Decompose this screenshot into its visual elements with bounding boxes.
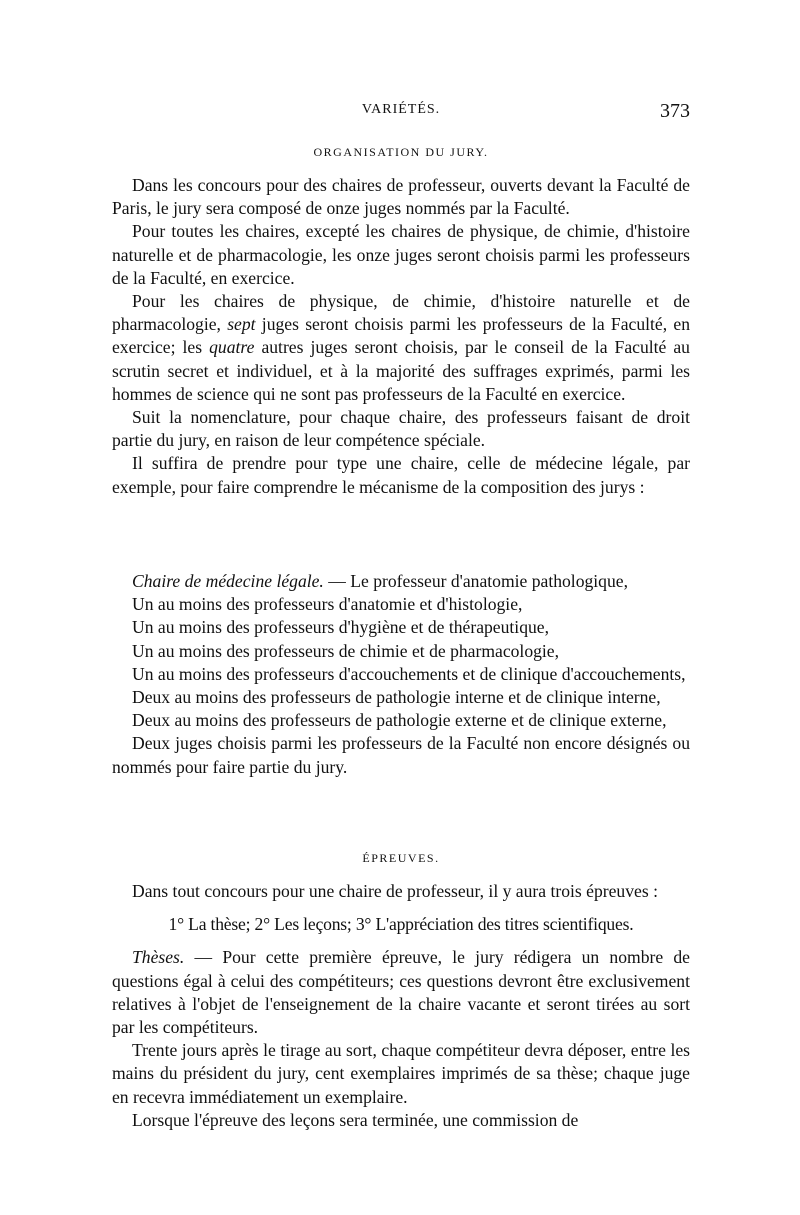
list-item: Deux juges choisis parmi les professeurs de la Faculté non encore désignés ou nommés pour faire partie du jury.: [112, 733, 690, 777]
section-organisation: [112, 145, 690, 160]
theses-label: Thèses.: [132, 947, 185, 968]
p3-before: Pour les chaires de physique, de chimie, d'histoire naturelle et de pharmacologie,: [112, 291, 690, 335]
running-title: VARIÉTÉS.: [361, 102, 441, 117]
paragraph-jury-composition: Dans les concours pour des chaires de professeur, ouverts devant la Faculté de Paris, le jury sera composé de onze juges nommés par la Faculté.: [112, 175, 690, 219]
chaire-list: [112, 570, 690, 779]
p3-after: autres juges seront choisis, par le conseil de la Faculté au scrutin secret et individuel, et à la majorité des suffrages exprimés, parmi les hommes de science qui ne sont pas professeurs de la Faculté en exercice.: [112, 337, 690, 404]
list-item: Un au moins des professeurs d'hygiène et de thérapeutique,: [132, 617, 549, 638]
list-item: Deux au moins des professeurs de pathologie externe et de clinique externe,: [132, 710, 667, 731]
paragraph-onze-juges: Pour toutes les chaires, excepté les chaires de physique, de chimie, d'histoire naturelle et de pharmacologie, les onze juges seront choisis parmi les professeurs de la Faculté, en exercice.: [112, 221, 690, 288]
paragraph-theses: [112, 946, 690, 1039]
epreuves-body: [112, 880, 690, 1132]
list-item: Un au moins des professeurs d'accouchements et de clinique d'accouchements,: [132, 663, 686, 684]
running-head: [112, 102, 690, 126]
page-number: 373: [660, 100, 690, 122]
list-item: Deux au moins des professeurs de pathologie interne et de clinique interne,: [132, 687, 661, 708]
chaire-heading: [112, 570, 690, 593]
list-item: Un au moins des professeurs de chimie et de pharmacologie,: [132, 640, 560, 661]
p3-em-sept: sept: [227, 314, 256, 335]
p3-middle: juges seront choisis parmi les professeurs de la Faculté, en exercice; les: [112, 314, 690, 358]
chaire-first-line: — Le professeur d'anatomie pathologique,: [328, 571, 628, 591]
paragraph-trente-jours: Trente jours après le tirage au sort, chaque compétiteur devra déposer, entre les mains du président du jury, cent exemplaires imprimés de sa thèse; chaque juge en recevra immédiatement un exemplaire.: [112, 1040, 690, 1107]
p3-em-quatre: quatre: [209, 337, 255, 358]
chaire-label: Chaire de médecine légale.: [132, 571, 324, 591]
paragraph-nomenclature: Suit la nomenclature, pour chaque chaire, des professeurs faisant de droit partie du jury, en raison de leur compétence spéciale.: [112, 407, 690, 451]
epreuves-enumeration: 1° La thèse; 2° Les leçons; 3° L'appréciation des titres scientifiques.: [168, 914, 634, 935]
paragraph-type-chaire: Il suffira de prendre pour type une chaire, celle de médecine légale, par exemple, pour faire comprendre le mécanisme de la composition des jurys :: [112, 453, 690, 497]
organisation-body: [112, 174, 690, 499]
section-title-organisation: ORGANISATION DU JURY.: [313, 145, 489, 159]
paragraph-sept-juges: [112, 290, 690, 406]
theses-text: — Pour cette première épreuve, le jury rédigera un nombre de questions égal à celui des compétiteurs; ces questions devront être exclusivement relatives à l'objet de l'enseignement de la chaire vacante et seront tirées au sort par les compétiteurs.: [112, 947, 690, 1038]
list-item: Un au moins des professeurs d'anatomie et d'histologie,: [132, 594, 523, 615]
paragraph-lecons: Lorsque l'épreuve des leçons sera terminée, une commission de: [132, 1109, 579, 1130]
paragraph-trois-epreuves: Dans tout concours pour une chaire de professeur, il y aura trois épreuves :: [132, 881, 658, 901]
section-title-epreuves: ÉPREUVES.: [362, 851, 440, 865]
section-epreuves: [112, 851, 690, 866]
